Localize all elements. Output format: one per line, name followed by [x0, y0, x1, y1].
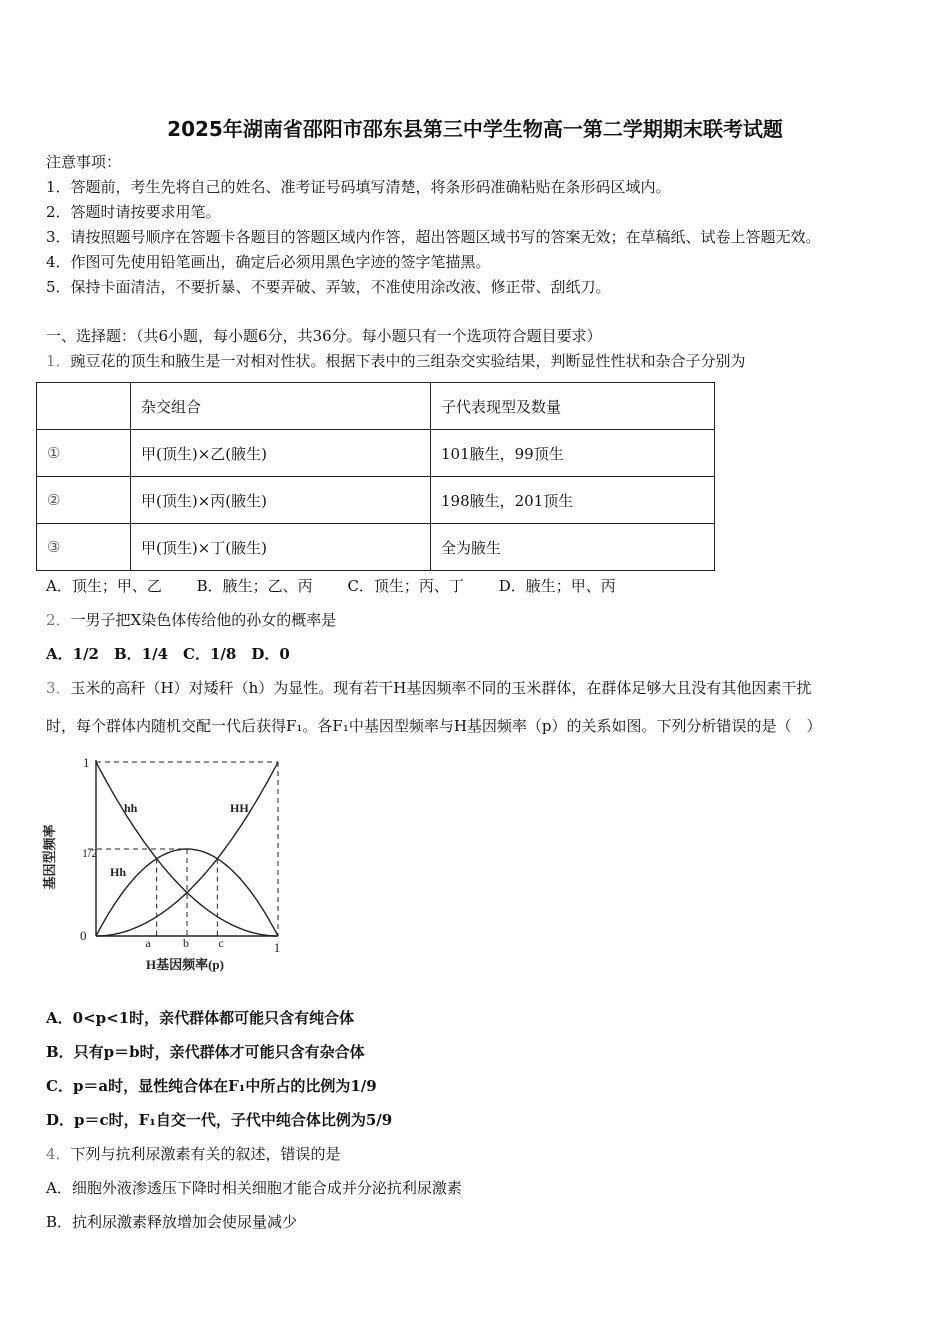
table-header: 子代表现型及数量: [431, 383, 715, 430]
question-2: [46, 610, 336, 630]
question-1: [46, 351, 746, 371]
question-number: 4．: [46, 1145, 71, 1163]
q3-option-d: D．p＝c时，F₁自交一代，子代中纯合体比例为5/9: [46, 1111, 393, 1129]
x-tick: c: [218, 936, 224, 950]
x-tick: b: [183, 936, 189, 950]
notice-item: 1．答题前，考生先将自己的姓名、准考证号码填写清楚，将条形码准确粘贴在条形码区域内。: [46, 178, 671, 196]
table-cell: 198腋生，201顶生: [431, 477, 715, 524]
curve-label-HH: HH: [230, 801, 249, 815]
question-stem: 下列与抗利尿激素有关的叙述，错误的是: [70, 1145, 341, 1163]
page-title: 2025年湖南省邵阳市邵东县第三中学生物高一第二学期期末联考试题: [167, 117, 783, 141]
q4-option-a: A．细胞外液渗透压下降时相关细胞才能合成并分泌抗利尿激素: [46, 1179, 462, 1197]
table-row: [37, 477, 715, 524]
table-header-row: [37, 383, 715, 430]
table-cell: ②: [37, 477, 131, 524]
cross-table: [36, 382, 715, 571]
y-tick: 0: [80, 928, 87, 943]
notice-item: 2．答题时请按要求用笔。: [46, 203, 221, 221]
q3-option-a: A．0<p<1时，亲代群体都可能只含有纯合体: [46, 1009, 355, 1027]
option: B．腋生；乙、丙: [196, 577, 313, 595]
q1-options: [46, 576, 646, 596]
question-3-cont: 时，每个群体内随机交配一代后获得F₁。各F₁中基因型频率与H基因频率（p）的关系如图。下列分析错误的是（ ）: [46, 717, 822, 735]
table-cell: 甲(顶生)×丙(腋生): [131, 477, 431, 524]
section-heading: 一、选择题：（共6小题，每小题6分，共36分。每小题只有一个选项符合题目要求）: [46, 327, 602, 345]
table-row: [37, 430, 715, 477]
table-cell: ①: [37, 430, 131, 477]
x-axis-label: H基因频率(p): [145, 957, 225, 972]
genotype-frequency-figure: [40, 745, 300, 980]
q3-option-b: B．只有p＝b时，亲代群体才可能只含有杂合体: [46, 1043, 365, 1061]
question-stem: 豌豆花的顶生和腋生是一对相对性状。根据下表中的三组杂交实验结果，判断显性性状和杂合子分别为: [70, 352, 746, 370]
notice-item: 3．请按照题号顺序在答题卡各题目的答题区域内作答，超出答题区域书写的答案无效；在草稿纸、试卷上答题无效。: [46, 228, 821, 246]
x-tick: a: [145, 936, 151, 950]
q2-options: A．1/2 B．1/4 C．1/8 D．0: [46, 645, 290, 663]
x-tick: 1: [273, 940, 281, 955]
curve-label-hh: hh: [124, 801, 138, 815]
question-number: 2．: [46, 611, 71, 629]
notice-heading: 注意事项：: [46, 153, 122, 171]
y-tick: 1/2: [82, 846, 98, 860]
q4-option-b: B．抗利尿激素释放增加会使尿量减少: [46, 1213, 298, 1231]
curve-label-Hh: Hh: [110, 865, 127, 879]
option: C．顶生；丙、丁: [347, 577, 464, 595]
y-axis-label: 基因型频率: [42, 824, 57, 890]
y-tick: 1: [83, 755, 90, 770]
question-3: [46, 678, 811, 698]
table-header: 杂交组合: [131, 383, 431, 430]
table-cell: 101腋生，99顶生: [431, 430, 715, 477]
table-cell: 全为腋生: [431, 524, 715, 571]
question-number: 1．: [46, 352, 71, 370]
notice-item: 4．作图可先使用铅笔画出，确定后必须用黑色字迹的签字笔描黑。: [46, 253, 491, 271]
table-cell: 甲(顶生)×丁(腋生): [131, 524, 431, 571]
question-stem: 一男子把X染色体传给他的孙女的概率是: [70, 611, 337, 629]
table-header: [37, 383, 131, 430]
table-row: [37, 524, 715, 571]
question-number: 3．: [46, 679, 71, 697]
q3-option-c: C．p＝a时，显性纯合体在F₁中所占的比例为1/9: [46, 1077, 377, 1095]
question-stem: 玉米的高秆（H）对矮秆（h）为显性。现有若干H基因频率不同的玉米群体，在群体足够大且没有其他因素干扰: [70, 679, 812, 697]
question-4: [46, 1144, 341, 1164]
notice-item: 5．保持卡面清洁，不要折暴、不要弄破、弄皱，不准使用涂改液、修正带、刮纸刀。: [46, 278, 611, 296]
option: A．顶生；甲、乙: [46, 577, 162, 595]
table-cell: 甲(顶生)×乙(腋生): [131, 430, 431, 477]
option: D．腋生；甲、丙: [498, 577, 616, 595]
table-cell: ③: [37, 524, 131, 571]
